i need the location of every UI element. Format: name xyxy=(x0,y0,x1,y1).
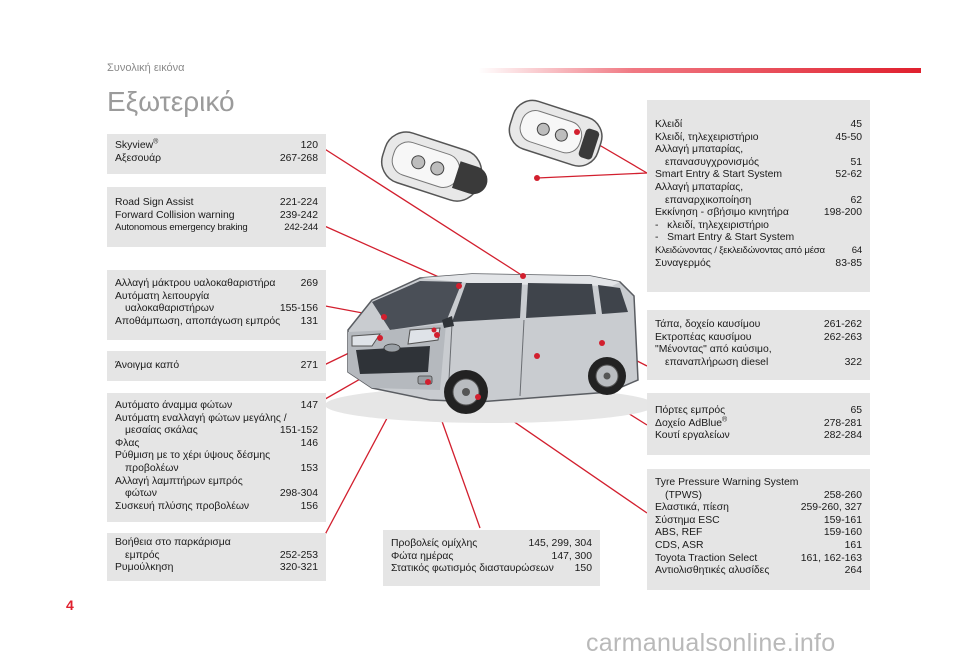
key-fob-image xyxy=(504,95,607,171)
box-fog-lights xyxy=(383,530,600,586)
watermark: carmanualsonline.info xyxy=(586,629,836,657)
page-number: 4 xyxy=(66,597,74,613)
entry-row: προβολέων 153 xyxy=(125,462,318,474)
entry-row: Στατικός φωτισμός διασταυρώσεων 150 xyxy=(391,563,592,575)
entry-row: Ρυμούλκηση 320-321 xyxy=(115,562,318,574)
entry-row: Αυτόματο άναμμα φώτων 147 xyxy=(115,400,318,411)
box-bonnet xyxy=(107,351,326,381)
entry-row: Κουτί εργαλείων 282-284 xyxy=(655,430,862,442)
entry-row: Κλειδί, τηλεχειριστήριο 45-50 xyxy=(655,131,862,143)
entry-row: Αλλαγή μπαταρίας, xyxy=(655,144,744,156)
entry-row: Road Sign Assist 221-224 xyxy=(115,197,318,208)
entry-row: Άνοιγμα καπό 271 xyxy=(115,360,318,371)
box-wiper xyxy=(107,270,326,340)
entry-row: Tyre Pressure Warning System xyxy=(655,477,799,488)
entry-row: Συναγερμός 83-85 xyxy=(655,257,862,269)
entry-row: μεσαίας σκάλας 151-152 xyxy=(125,425,318,437)
entry-row: Βοήθεια στο παρκάρισμα xyxy=(115,537,231,548)
entry-row: υαλοκαθαριστήρων 155-156 xyxy=(125,303,318,315)
entry-row: Skyview® 120 xyxy=(115,138,318,151)
entry-row: Φλας 146 xyxy=(115,437,318,449)
entry-row: Πόρτες εμπρός 65 xyxy=(655,405,862,416)
entry-row: CDS, ASR 161 xyxy=(655,539,862,551)
entry-row: Αλλαγή μπαταρίας, xyxy=(655,181,744,193)
entry-row: Autonomous emergency braking 242-244 xyxy=(115,222,318,234)
section-label: Συνολική εικόνα xyxy=(107,62,185,74)
entry-row: επαναρχικοποίηση 62 xyxy=(665,194,862,206)
box-fuel xyxy=(647,310,870,380)
box-parking xyxy=(107,533,326,581)
entry-row: Αποθάμπωση, αποπάγωση εμπρός 131 xyxy=(115,315,318,327)
entry-row: Φώτα ημέρας 147, 300 xyxy=(391,550,592,562)
box-key xyxy=(647,100,870,292)
entry-row: Δοχείο AdBlue® 278-281 xyxy=(655,416,862,429)
entry-row: επανασυγχρονισμός 51 xyxy=(665,156,862,168)
entry-row: Αλλαγή λαμπτήρων εμπρός xyxy=(115,475,243,487)
box-road-assist xyxy=(107,187,326,247)
entry-row: επαναπλήρωση diesel 322 xyxy=(665,356,862,368)
entry-row: Αντιολισθητικές αλυσίδες 264 xyxy=(655,565,862,577)
entry-row: Ελαστικά, πίεση 259-260, 327 xyxy=(655,502,862,514)
entry-row: - Smart Entry & Start System xyxy=(655,232,795,244)
entry-row: Forward Collision warning 239-242 xyxy=(115,209,318,221)
entry-row: φώτων 298-304 xyxy=(125,488,318,500)
entry-row: Toyota Traction Select 161, 162-163 xyxy=(655,552,862,564)
entry-row: - κλειδί, τηλεχειριστήριο xyxy=(655,219,769,231)
entry-row: Κλειδί 45 xyxy=(655,119,862,130)
entry-row: Αυτόματη λειτουργία xyxy=(115,290,210,302)
box-doors xyxy=(647,393,870,455)
box-lights xyxy=(107,393,326,522)
entry-row: Αυτόματη εναλλαγή φώτων μεγάλης / xyxy=(115,412,287,424)
entry-row: Τάπα, δοχείο καυσίμου 261-262 xyxy=(655,319,862,330)
entry-row: Προβολείς ομίχλης 145, 299, 304 xyxy=(391,538,592,549)
entry-row: "Μένοντας" από καύσιμο, xyxy=(655,344,772,356)
entry-row: Εκτροπέας καυσίμου 262-263 xyxy=(655,331,862,343)
entry-row: εμπρός 252-253 xyxy=(125,549,318,561)
entry-row: Εκκίνηση - σβήσιμο κινητήρα 198-200 xyxy=(655,207,862,219)
entry-row: Αξεσουάρ 267-268 xyxy=(115,152,318,164)
entry-row: Αλλαγή μάκτρου υαλοκαθαριστήρα 269 xyxy=(115,278,318,289)
entry-row: Smart Entry & Start System 52-62 xyxy=(655,169,862,181)
box-skyview xyxy=(107,134,326,174)
entry-row: Συσκευή πλύσης προβολέων 156 xyxy=(115,500,318,512)
entry-row: (TPWS) 258-260 xyxy=(665,489,862,501)
box-tyres xyxy=(647,469,870,590)
entry-row: ABS, REF 159-160 xyxy=(655,527,862,539)
entry-row: Κλειδώνοντας / ξεκλειδώνοντας από μέσα 64 xyxy=(655,244,862,256)
page-title: Εξωτερικό xyxy=(107,86,235,117)
entry-row: Ρύθμιση με το χέρι ύψους δέσμης xyxy=(115,450,271,462)
entry-row: Σύστημα ESC 159-161 xyxy=(655,514,862,526)
